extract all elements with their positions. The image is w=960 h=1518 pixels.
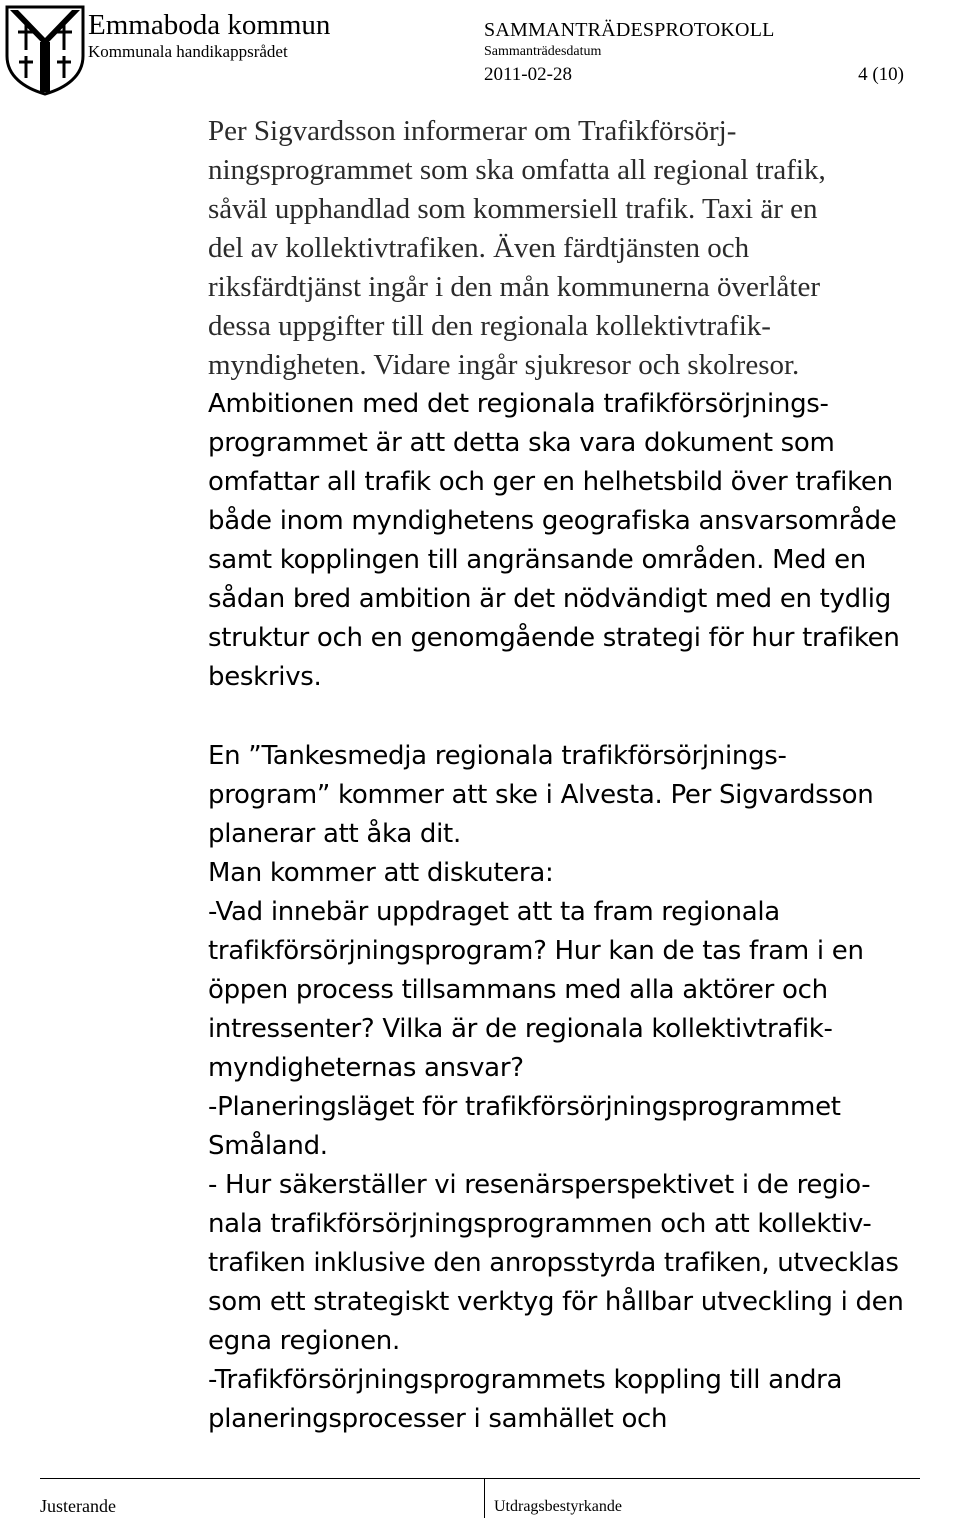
text-line: planerar att åka dit. xyxy=(208,819,461,849)
footer-extract-certifier-label: Utdragsbestyrkande xyxy=(494,1498,622,1515)
paragraph-think-tank xyxy=(208,737,948,1439)
text-line: beskrivs. xyxy=(208,662,322,692)
text-line: En ”Tankesmedja regionala trafikförsörjnings- xyxy=(208,741,787,771)
organization-name: Emmaboda kommun xyxy=(88,9,331,41)
text-line: ningsprogrammet som ska omfatta all regional trafik, xyxy=(208,154,826,186)
text-line: trafiken inklusive den anropsstyrda trafiken, utvecklas xyxy=(208,1248,899,1278)
text-line: Ambitionen med det regionala trafikförsörjnings- xyxy=(208,389,829,419)
text-line: riksfärdtjänst ingår i den mån kommunerna överlåter xyxy=(208,271,821,303)
footer-rule xyxy=(40,1478,920,1479)
text-line: programmet är att detta ska vara dokument som xyxy=(208,428,835,458)
text-line: som ett strategiskt verktyg för hållbar utveckling i den xyxy=(208,1287,904,1317)
meeting-date: 2011-02-28 xyxy=(484,64,572,85)
text-line: samt kopplingen till angränsande områden. Med en xyxy=(208,545,866,575)
text-line: struktur och en genomgående strategi för hur trafiken xyxy=(208,623,900,653)
text-line: myndigheternas ansvar? xyxy=(208,1053,524,1083)
text-line: -Trafikförsörjningsprogrammets koppling till andra xyxy=(208,1365,843,1395)
text-line: -Planeringsläget för trafikförsörjningsprogrammet xyxy=(208,1092,841,1122)
text-line: dessa uppgifter till den regionala kollektivtrafik- xyxy=(208,310,771,342)
text-line: planeringsprocesser i samhället och xyxy=(208,1404,668,1434)
organization-unit: Kommunala handikappsrådet xyxy=(88,42,288,61)
text-line: trafikförsörjningsprogram? Hur kan de tas fram i en xyxy=(208,936,864,966)
text-line: såväl upphandlad som kommersiell trafik. Taxi är en xyxy=(208,193,818,225)
text-line: del av kollektivtrafiken. Även färdtjänsten och xyxy=(208,232,750,264)
page-number: 4 (10) xyxy=(858,64,904,85)
text-line: sådan bred ambition är det nödvändigt med en tydlig xyxy=(208,584,891,614)
text-line: - Hur säkerställer vi resenärsperspektivet i de regio- xyxy=(208,1170,871,1200)
text-line: nala trafikförsörjningsprogrammen och att kollektiv- xyxy=(208,1209,872,1239)
text-line: myndigheten. Vidare ingår sjukresor och skolresor. xyxy=(208,349,800,381)
text-line: egna regionen. xyxy=(208,1326,400,1356)
footer-adjuster-label: Justerande xyxy=(40,1496,116,1516)
protocol-body xyxy=(208,112,948,1439)
text-line: -Vad innebär uppdraget att ta fram regionala xyxy=(208,897,780,927)
meeting-date-label: Sammanträdesdatum xyxy=(484,44,602,59)
text-line: Småland. xyxy=(208,1131,328,1161)
text-line: Per Sigvardsson informerar om Trafikförsörj- xyxy=(208,115,737,147)
text-line: både inom myndighetens geografiska ansvarsområde xyxy=(208,506,897,536)
coat-of-arms-icon xyxy=(4,4,86,96)
text-line: Man kommer att diskutera: xyxy=(208,858,554,888)
paragraph-spacer xyxy=(208,697,948,737)
document-type: SAMMANTRÄDESPROTOKOLL xyxy=(484,19,775,41)
paragraph-information xyxy=(208,112,948,697)
text-line: intressenter? Vilka är de regionala kollektivtrafik- xyxy=(208,1014,833,1044)
text-line: omfattar all trafik och ger en helhetsbild över trafiken xyxy=(208,467,893,497)
footer-divider xyxy=(484,1478,485,1518)
text-line: öppen process tillsammans med alla aktörer och xyxy=(208,975,828,1005)
text-line: program” kommer att ske i Alvesta. Per Sigvardsson xyxy=(208,780,874,810)
